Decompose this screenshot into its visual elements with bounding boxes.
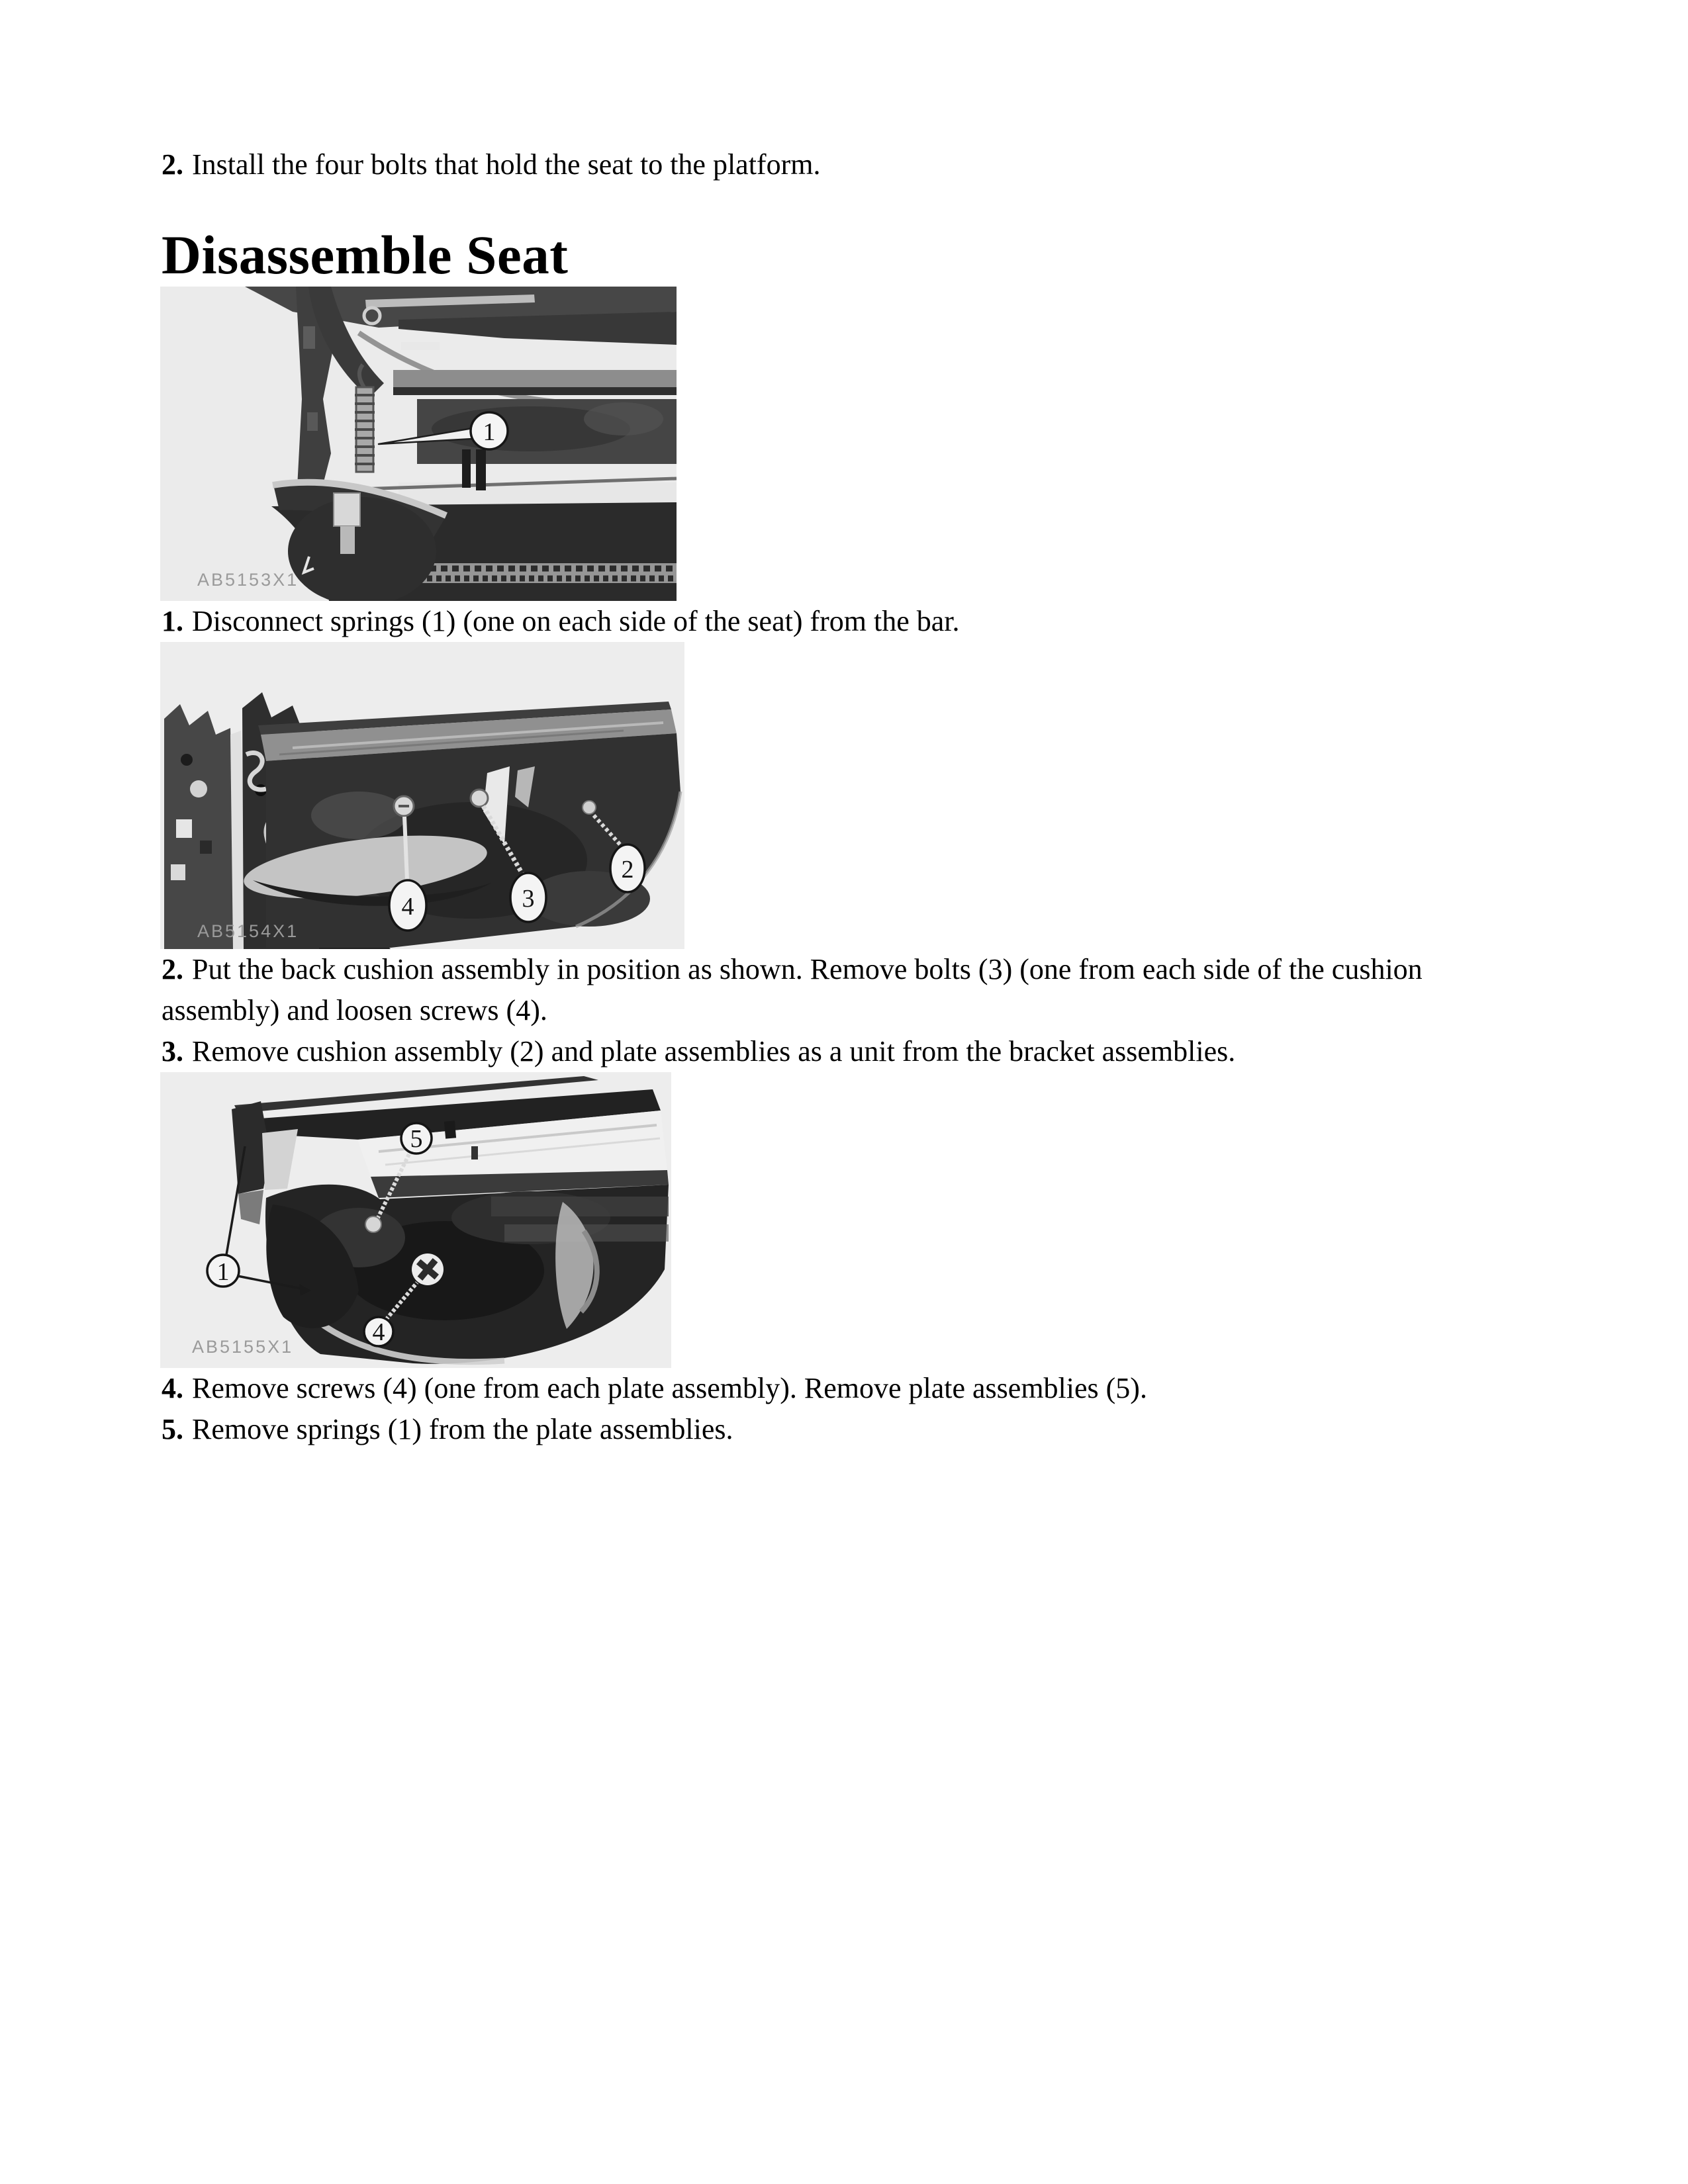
- step-text: Disconnect springs (1) (one on each side of the seat) from the bar.: [192, 605, 960, 637]
- step-text: Remove cushion assembly (2) and plate assemblies as a unit from the bracket assemblies.: [192, 1035, 1236, 1068]
- callout-number: 3: [522, 885, 535, 913]
- step-install-bolts: [162, 144, 1526, 185]
- step-number: 5.: [162, 1413, 183, 1445]
- step-number: 2.: [162, 148, 183, 181]
- step-number: 1.: [162, 605, 183, 637]
- seat-spring-photo: [160, 287, 677, 601]
- photo-id-label: AB5153X1: [197, 570, 299, 590]
- step-disconnect-springs: [162, 601, 1526, 642]
- step-remove-cushion: [162, 1031, 1526, 1072]
- step-number: 3.: [162, 1035, 183, 1068]
- bolt-head: [365, 1216, 381, 1232]
- step-number: 2.: [162, 953, 183, 985]
- callout-number: 5: [410, 1125, 423, 1153]
- figure-cushion-brackets: [160, 642, 1526, 949]
- frame-bar: [476, 449, 486, 490]
- section-heading: Disassemble Seat: [162, 224, 569, 285]
- figure-seat-spring: [160, 287, 1526, 601]
- step-remove-bolts: [162, 949, 1526, 1031]
- step-text: Put the back cushion assembly in position as shown. Remove bolts (3) (one from each side of the cushion assembly) and loosen screws (4).: [162, 953, 1423, 1026]
- frame-bar: [462, 449, 471, 488]
- cushion-brackets-photo: [160, 642, 684, 949]
- step-remove-screws: [162, 1368, 1526, 1409]
- step-number: 4.: [162, 1372, 183, 1404]
- cushion-assembly: [240, 702, 680, 948]
- leader-line: [404, 817, 407, 880]
- callout-number: 1: [483, 418, 496, 446]
- step-text: Remove springs (1) from the plate assemblies.: [192, 1413, 733, 1445]
- callout-number: 2: [621, 856, 634, 884]
- callout-number: 1: [216, 1258, 230, 1286]
- callout-number: 4: [401, 893, 414, 921]
- step-remove-springs: [162, 1409, 1526, 1450]
- callout-number: 4: [372, 1318, 385, 1346]
- photo-id-label: AB5154X1: [197, 921, 299, 941]
- photo-id-label: AB5155X1: [192, 1337, 294, 1357]
- step-text: Install the four bolts that hold the seat to the platform.: [192, 148, 821, 181]
- step-text: Remove screws (4) (one from each plate assembly). Remove plate assemblies (5).: [192, 1372, 1147, 1404]
- plate-assemblies-photo: [160, 1072, 671, 1368]
- figure-plate-assemblies: [160, 1072, 1526, 1368]
